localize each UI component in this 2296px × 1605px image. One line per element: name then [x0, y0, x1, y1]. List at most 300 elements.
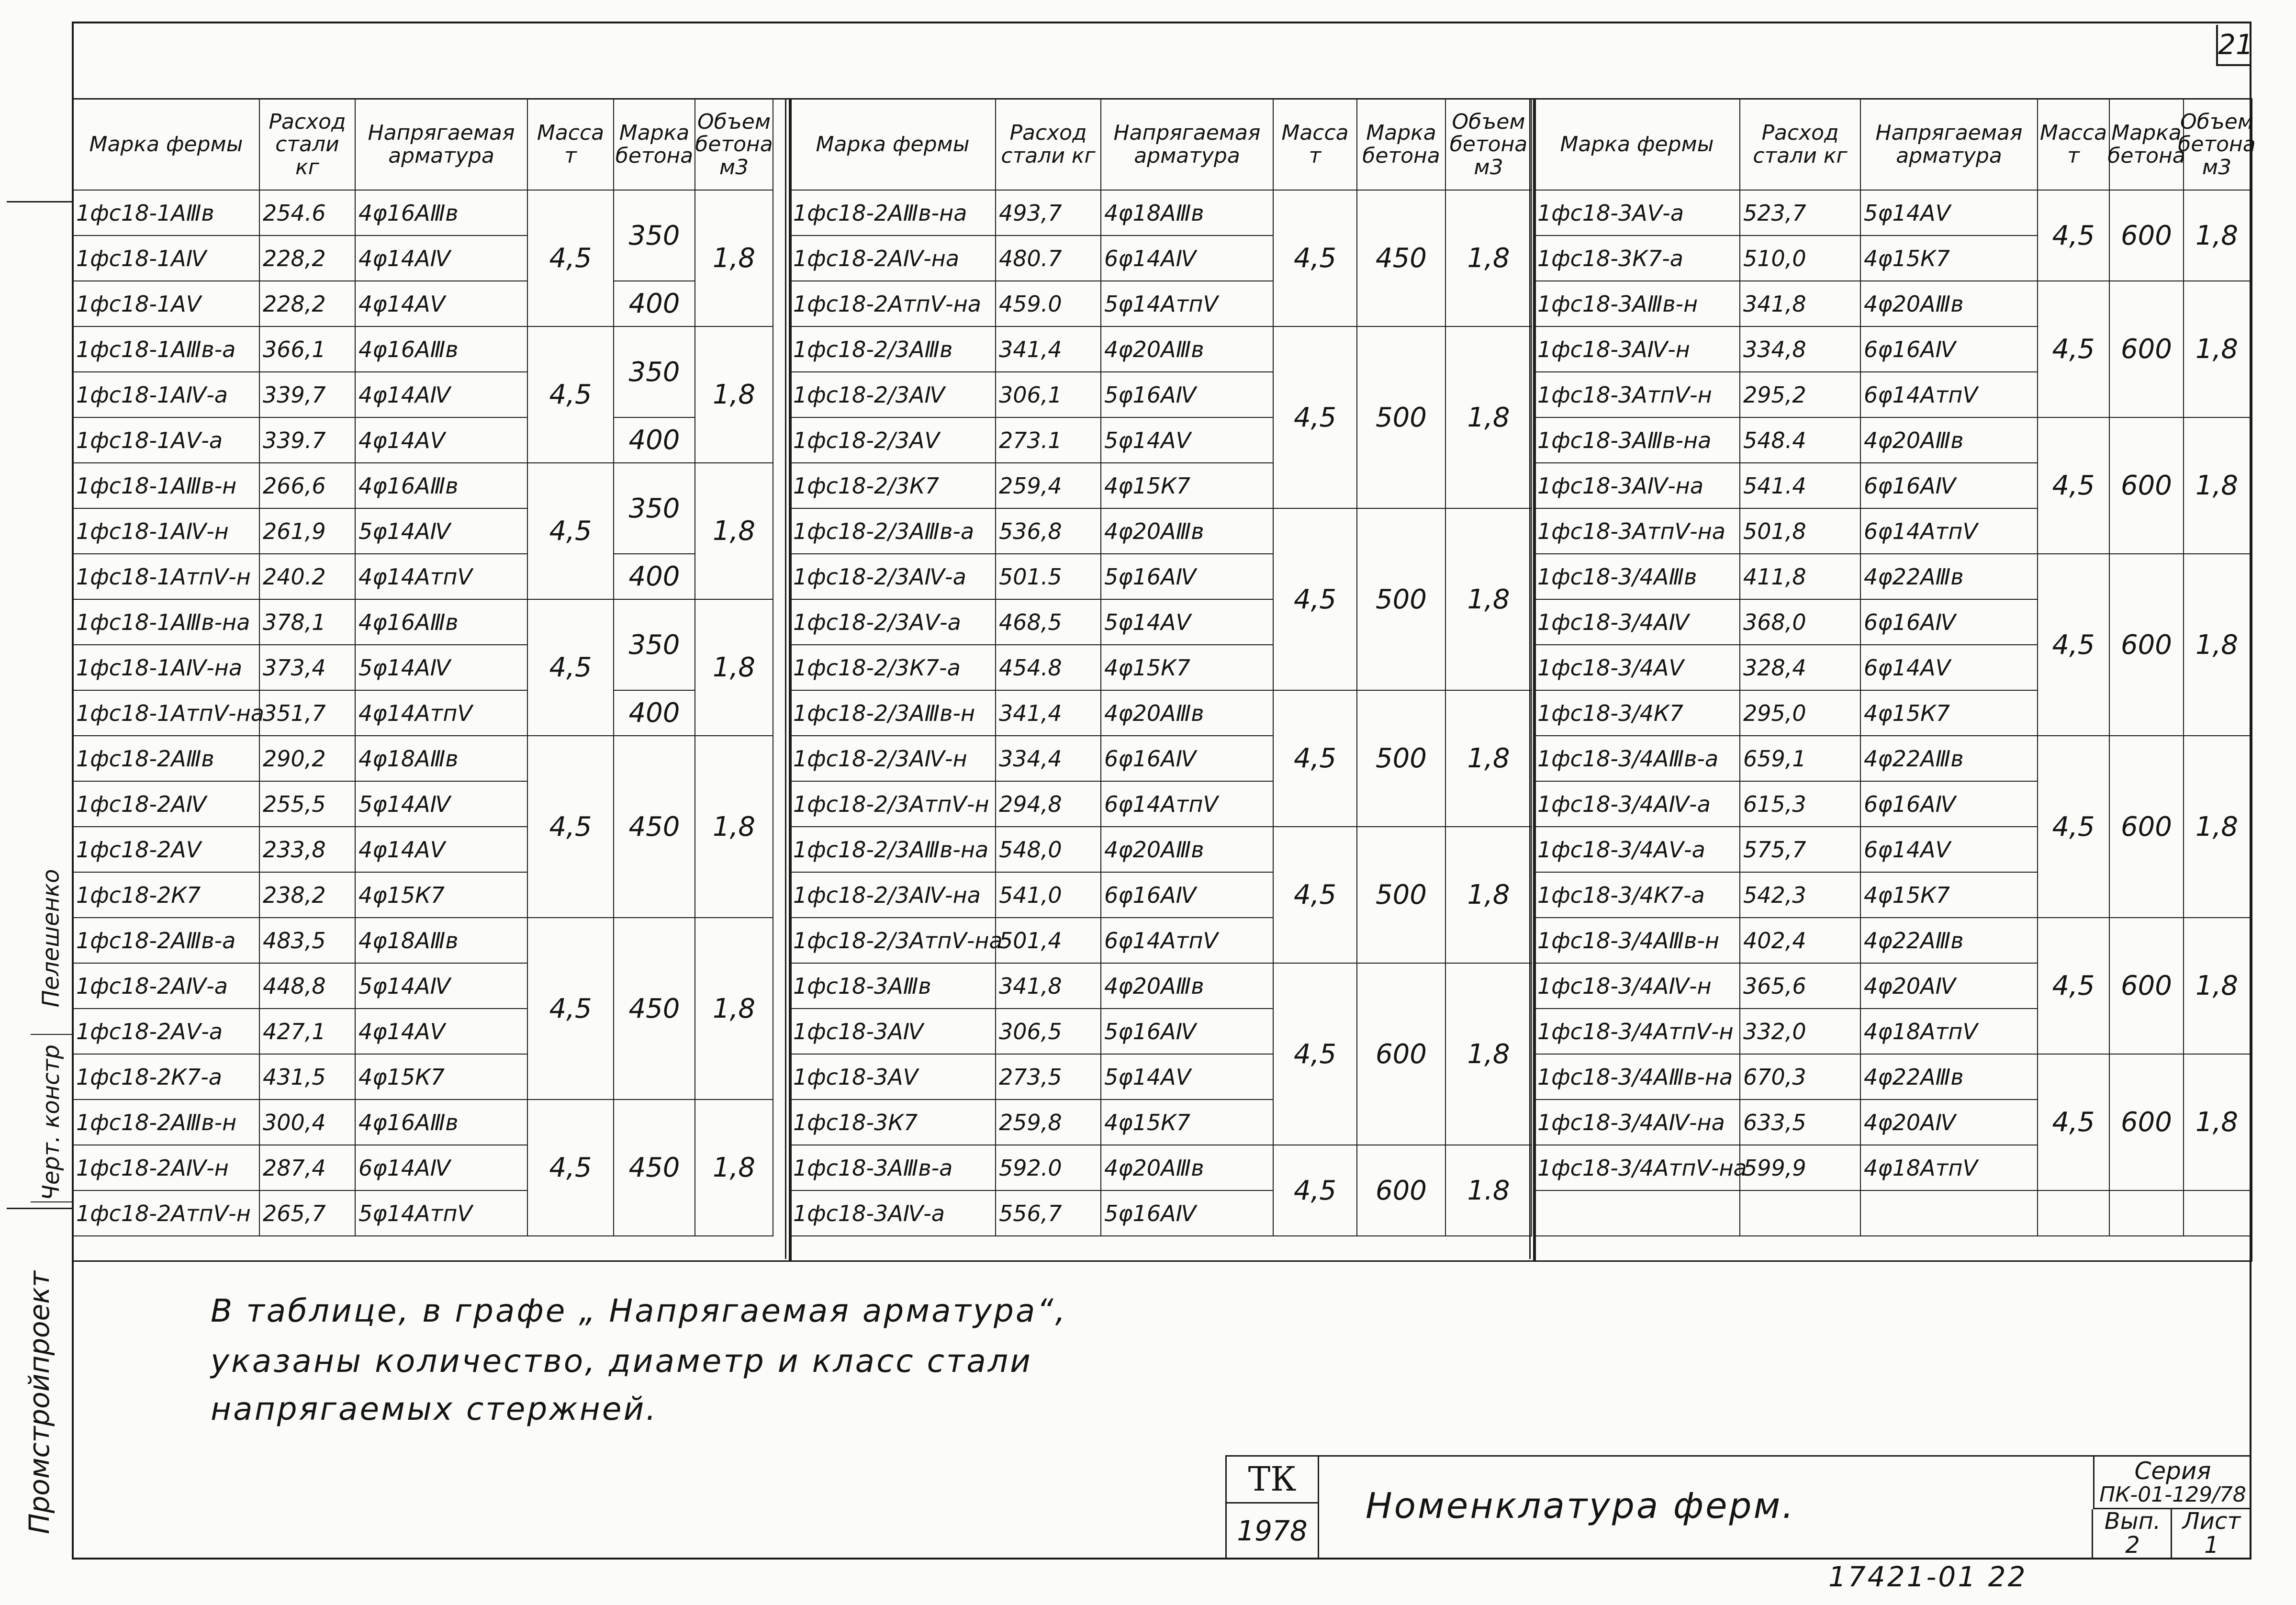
prestressed-rebar: 5φ14АтпⅤ [1101, 281, 1274, 327]
steel-consumption: 368,0 [1740, 600, 1861, 645]
truss-mark: 1фс18-3/4АⅤ-а [1534, 827, 1740, 873]
concrete-grade: 350 [614, 191, 695, 281]
note-line-2: указаны количество, диаметр и класс стали [211, 1343, 1032, 1380]
truss-mark: 1фс18-3АⅣ-а [790, 1191, 996, 1236]
truss-mark: 1фс18-1АтпⅤ-н [73, 554, 260, 600]
prestressed-rebar: 4φ18АⅢв [356, 918, 528, 964]
truss-mark: 1фс18-3АⅢв [790, 964, 996, 1009]
steel-consumption: 523,7 [1740, 191, 1861, 236]
volume-value: 1,8 [2184, 418, 2251, 554]
truss-mark: 1фс18-1АⅢв [73, 191, 260, 236]
concrete-grade: 600 [2110, 918, 2184, 1055]
prestressed-rebar: 5φ14АⅣ [356, 509, 528, 554]
steel-consumption: 592.0 [996, 1145, 1101, 1191]
archive-code: 17421-01 22 [1828, 1560, 2027, 1593]
steel-consumption: 300,4 [260, 1100, 356, 1145]
issue-value: 2 [2125, 1532, 2140, 1559]
steel-consumption: 510,0 [1740, 236, 1861, 281]
mass-value: 4,5 [528, 191, 614, 327]
steel-consumption: 259,8 [996, 1100, 1101, 1145]
steel-consumption: 259,4 [996, 463, 1101, 509]
prestressed-rebar: 4φ14АтпⅤ [356, 554, 528, 600]
mass-value: 4,5 [2038, 191, 2110, 281]
truss-mark: 1фс18-2/3АⅢв-на [790, 827, 996, 873]
truss-mark: 1фс18-2/3АⅣ-на [790, 873, 996, 918]
note-line-1: В таблице, в графе „ Напрягаемая арматура“, [211, 1292, 1067, 1329]
steel-consumption: 287,4 [260, 1145, 356, 1191]
prestressed-rebar: 4φ15К7 [1861, 691, 2038, 736]
truss-mark: 1фс18-3/4К7-а [1534, 873, 1740, 918]
volume-value: 1,8 [695, 191, 773, 327]
steel-consumption: 575,7 [1740, 827, 1861, 873]
prestressed-rebar: 4φ15К7 [356, 1055, 528, 1100]
steel-consumption [1740, 1191, 1861, 1236]
truss-mark [1534, 1191, 1740, 1236]
prestressed-rebar: 4φ14АтпⅤ [356, 691, 528, 736]
prestressed-rebar: 4φ18АтпⅤ [1861, 1145, 2038, 1191]
truss-mark: 1фс18-2АⅤ [73, 827, 260, 873]
concrete-grade: 350 [614, 327, 695, 418]
concrete-grade [2110, 1191, 2184, 1236]
volume-value: 1.8 [1446, 1145, 1532, 1236]
steel-consumption: 255,5 [260, 782, 356, 827]
prestressed-rebar: 4φ20АⅢв [1861, 418, 2038, 463]
truss-table-part-1 [72, 98, 792, 1262]
truss-mark: 1фс18-2/3К7 [790, 463, 996, 509]
truss-mark: 1фс18-3АⅣ-н [1534, 327, 1740, 372]
truss-mark: 1фс18-1АⅣ-на [73, 645, 260, 691]
steel-consumption: 306,5 [996, 1009, 1101, 1055]
prestressed-rebar: 4φ20АⅢв [1101, 327, 1274, 372]
col-header-rebar: Напрягаемая арматура [356, 100, 528, 191]
steel-consumption: 334,8 [1740, 327, 1861, 372]
col-header-rebar: Напрягаемая арматура [1101, 100, 1274, 191]
prestressed-rebar: 6φ16АⅣ [1101, 873, 1274, 918]
col-header-mass: Масса т [2038, 100, 2110, 191]
approval-name-cell [31, 842, 72, 1035]
steel-consumption: 468,5 [996, 600, 1101, 645]
truss-mark: 1фс18-2/3АⅤ [790, 418, 996, 463]
truss-mark: 1фс18-2АтпⅤ-на [790, 281, 996, 327]
truss-mark: 1фс18-2АⅢв-на [790, 191, 996, 236]
prestressed-rebar: 4φ18АтпⅤ [1861, 1009, 2038, 1055]
prestressed-rebar: 4φ14АⅣ [356, 236, 528, 281]
truss-mark: 1фс18-2/3АⅤ-а [790, 600, 996, 645]
approval-name: Пелешенко [38, 869, 65, 1008]
truss-mark: 1фс18-2АтпⅤ-н [73, 1191, 260, 1236]
steel-consumption: 290,2 [260, 736, 356, 782]
prestressed-rebar: 4φ15К7 [1861, 873, 2038, 918]
series-box [2093, 1457, 2251, 1509]
prestressed-rebar: 4φ20АⅢв [1101, 691, 1274, 736]
steel-consumption: 341,4 [996, 691, 1101, 736]
steel-consumption: 294,8 [996, 782, 1101, 827]
series-value: ПК-01-129/78 [2099, 1482, 2246, 1507]
concrete-grade: 600 [2110, 554, 2184, 736]
volume-value: 1,8 [695, 918, 773, 1100]
truss-mark: 1фс18-3/4АⅢв [1534, 554, 1740, 600]
steel-consumption: 615,3 [1740, 782, 1861, 827]
steel-consumption: 548.4 [1740, 418, 1861, 463]
mass-value [2038, 1191, 2110, 1236]
issue-label: Вып. [2104, 1508, 2161, 1535]
prestressed-rebar: 5φ14АⅤ [1861, 191, 2038, 236]
mass-value: 4,5 [528, 600, 614, 736]
concrete-grade: 500 [1357, 691, 1446, 827]
truss-mark: 1фс18-2АⅣ-на [790, 236, 996, 281]
truss-mark: 1фс18-3/4АⅣ-н [1534, 964, 1740, 1009]
truss-mark: 1фс18-3/4АⅤ [1534, 645, 1740, 691]
mass-value: 4,5 [528, 463, 614, 600]
truss-mark: 1фс18-1АⅣ-н [73, 509, 260, 554]
prestressed-rebar: 4φ22АⅢв [1861, 1055, 2038, 1100]
truss-mark: 1фс18-2АⅣ-н [73, 1145, 260, 1191]
prestressed-rebar: 5φ16АⅣ [1101, 1009, 1274, 1055]
truss-mark: 1фс18-2АⅢв [73, 736, 260, 782]
prestressed-rebar: 4φ16АⅢв [356, 1100, 528, 1145]
col-header-concrete: Марка бетона [614, 100, 695, 191]
col-header-volume: Объем бетона м3 [1446, 100, 1532, 191]
steel-consumption: 228,2 [260, 236, 356, 281]
truss-mark: 1фс18-2АⅤ-а [73, 1009, 260, 1055]
mass-value: 4,5 [2038, 554, 2110, 736]
truss-mark: 1фс18-3АⅤ-а [1534, 191, 1740, 236]
steel-consumption: 238,2 [260, 873, 356, 918]
sheet-label: Лист [2182, 1508, 2241, 1535]
prestressed-rebar: 4φ15К7 [356, 873, 528, 918]
volume-value: 1,8 [1446, 691, 1532, 827]
steel-consumption: 670,3 [1740, 1055, 1861, 1100]
concrete-grade: 400 [614, 418, 695, 463]
truss-mark: 1фс18-3/4АⅢв-на [1534, 1055, 1740, 1100]
concrete-grade: 600 [2110, 281, 2184, 418]
truss-mark: 1фс18-3/4К7 [1534, 691, 1740, 736]
prestressed-rebar: 5φ14АⅤ [1101, 418, 1274, 463]
volume-value: 1,8 [695, 327, 773, 463]
prestressed-rebar: 4φ16АⅢв [356, 463, 528, 509]
concrete-grade: 400 [614, 281, 695, 327]
steel-consumption: 351,7 [260, 691, 356, 736]
steel-consumption: 454.8 [996, 645, 1101, 691]
mass-value: 4,5 [1274, 191, 1357, 327]
truss-mark: 1фс18-2АⅣ-а [73, 964, 260, 1009]
mass-value: 4,5 [528, 918, 614, 1100]
concrete-grade: 450 [1357, 191, 1446, 327]
volume-value: 1,8 [695, 736, 773, 918]
steel-consumption: 633,5 [1740, 1100, 1861, 1145]
truss-mark: 1фс18-2К7 [73, 873, 260, 918]
truss-mark: 1фс18-2/3АⅣ-н [790, 736, 996, 782]
prestressed-rebar: 6φ16АⅣ [1101, 736, 1274, 782]
steel-consumption: 541.4 [1740, 463, 1861, 509]
volume-value: 1,8 [2184, 736, 2251, 918]
page-number: 21 [2216, 25, 2251, 66]
prestressed-rebar: 6φ16АⅣ [1861, 327, 2038, 372]
steel-consumption: 228,2 [260, 281, 356, 327]
truss-table-part-2 [789, 98, 1536, 1262]
truss-mark: 1фс18-3/4АⅢв-а [1534, 736, 1740, 782]
prestressed-rebar: 4φ18АⅢв [356, 736, 528, 782]
prestressed-rebar: 4φ14АⅣ [356, 372, 528, 418]
prestressed-rebar: 4φ15К7 [1101, 1100, 1274, 1145]
steel-consumption: 378,1 [260, 600, 356, 645]
org-cell [7, 1254, 72, 1551]
prestressed-rebar: 4φ14АⅤ [356, 281, 528, 327]
concrete-grade: 600 [2110, 418, 2184, 554]
truss-mark: 1фс18-3/4АтпⅤ-на [1534, 1145, 1740, 1191]
stamp-year: 1978 [1227, 1502, 1319, 1560]
prestressed-rebar: 6φ14АтпⅤ [1861, 509, 2038, 554]
prestressed-rebar: 5φ14АⅣ [356, 964, 528, 1009]
prestressed-rebar: 6φ16АⅣ [1861, 463, 2038, 509]
prestressed-rebar: 4φ14АⅤ [356, 827, 528, 873]
truss-mark: 1фс18-3АⅣ [790, 1009, 996, 1055]
prestressed-rebar: 4φ16АⅢв [356, 327, 528, 372]
concrete-grade: 600 [1357, 964, 1446, 1145]
col-header-rebar: Напрягаемая арматура [1861, 100, 2038, 191]
steel-consumption: 273.1 [996, 418, 1101, 463]
col-header-volume: Объем бетона м3 [2184, 100, 2251, 191]
steel-consumption: 366,1 [260, 327, 356, 372]
concrete-grade: 400 [614, 691, 695, 736]
steel-consumption: 254.6 [260, 191, 356, 236]
prestressed-rebar: 5φ14АⅤ [1101, 1055, 1274, 1100]
mass-value: 4,5 [1274, 964, 1357, 1145]
prestressed-rebar: 6φ14АⅤ [1861, 827, 2038, 873]
table-double-separator [1529, 98, 1531, 1259]
stamp-tk: ТК [1227, 1457, 1319, 1504]
truss-mark: 1фс18-3/4АⅣ-на [1534, 1100, 1740, 1145]
steel-consumption: 480.7 [996, 236, 1101, 281]
prestressed-rebar: 5φ14АⅣ [356, 645, 528, 691]
mass-value: 4,5 [1274, 1145, 1357, 1236]
prestressed-rebar: 5φ14АⅤ [1101, 600, 1274, 645]
mass-value: 4,5 [1274, 691, 1357, 827]
prestressed-rebar: 4φ16АⅢв [356, 600, 528, 645]
volume-value [2184, 1191, 2251, 1236]
steel-consumption: 542,3 [1740, 873, 1861, 918]
prestressed-rebar: 6φ14АⅤ [1861, 645, 2038, 691]
prestressed-rebar: 4φ18АⅢв [1101, 191, 1274, 236]
prestressed-rebar: 4φ14АⅤ [356, 418, 528, 463]
approval-strip [7, 201, 72, 1556]
steel-consumption: 493,7 [996, 191, 1101, 236]
prestressed-rebar: 4φ20АⅢв [1101, 827, 1274, 873]
org-name: Промстройпроект [23, 1270, 56, 1535]
truss-mark: 1фс18-2/3К7-а [790, 645, 996, 691]
truss-mark: 1фс18-3АтпⅤ-на [1534, 509, 1740, 554]
steel-consumption: 536,8 [996, 509, 1101, 554]
truss-mark: 1фс18-2АⅢв-н [73, 1100, 260, 1145]
truss-mark: 1фс18-3АтпⅤ-н [1534, 372, 1740, 418]
col-header-mark: Марка фермы [73, 100, 260, 191]
steel-consumption: 295,2 [1740, 372, 1861, 418]
steel-consumption: 501,4 [996, 918, 1101, 964]
col-header-concrete: Марка бетона [1357, 100, 1446, 191]
truss-mark: 1фс18-3/4АтпⅤ-н [1534, 1009, 1740, 1055]
steel-consumption: 339.7 [260, 418, 356, 463]
steel-consumption: 273,5 [996, 1055, 1101, 1100]
truss-mark: 1фс18-2/3АⅢв-а [790, 509, 996, 554]
steel-consumption: 556,7 [996, 1191, 1101, 1236]
steel-consumption: 341,8 [996, 964, 1101, 1009]
mass-value: 4,5 [2038, 736, 2110, 918]
col-header-mass: Масса т [1274, 100, 1357, 191]
truss-mark: 1фс18-3/4АⅣ [1534, 600, 1740, 645]
steel-consumption: 431,5 [260, 1055, 356, 1100]
prestressed-rebar: 4φ20АⅢв [1101, 964, 1274, 1009]
volume-value: 1,8 [695, 600, 773, 736]
truss-mark: 1фс18-1АтпⅤ-на [73, 691, 260, 736]
steel-consumption: 261,9 [260, 509, 356, 554]
steel-consumption: 240.2 [260, 554, 356, 600]
volume-value: 1,8 [2184, 281, 2251, 418]
prestressed-rebar: 4φ20АⅢв [1101, 509, 1274, 554]
series-label: Серия [2134, 1457, 2211, 1485]
concrete-grade: 350 [614, 600, 695, 691]
steel-consumption: 341,4 [996, 327, 1101, 372]
prestressed-rebar: 4φ15К7 [1101, 645, 1274, 691]
steel-consumption: 541,0 [996, 873, 1101, 918]
mass-value: 4,5 [528, 736, 614, 918]
steel-consumption: 265,7 [260, 1191, 356, 1236]
drawing-title: Номенклатура ферм. [1366, 1485, 1795, 1526]
truss-mark: 1фс18-1АⅣ-а [73, 372, 260, 418]
truss-mark: 1фс18-1АⅢв-а [73, 327, 260, 372]
prestressed-rebar: 6φ14АⅣ [356, 1145, 528, 1191]
table-double-separator [785, 98, 786, 1259]
steel-consumption: 373,4 [260, 645, 356, 691]
truss-mark: 1фс18-1АⅢв-н [73, 463, 260, 509]
issue-box [2092, 1509, 2172, 1560]
prestressed-rebar: 6φ14АтпⅤ [1101, 782, 1274, 827]
col-header-steel: Расход стали кг [260, 100, 356, 191]
steel-consumption: 233,8 [260, 827, 356, 873]
truss-mark: 1фс18-3АⅢв-на [1534, 418, 1740, 463]
prestressed-rebar: 4φ22АⅢв [1861, 554, 2038, 600]
col-header-mark: Марка фермы [1534, 100, 1740, 191]
prestressed-rebar: 6φ14АтпⅤ [1101, 918, 1274, 964]
volume-value: 1,8 [2184, 1055, 2251, 1191]
steel-consumption: 448,8 [260, 964, 356, 1009]
concrete-grade: 500 [1357, 509, 1446, 691]
volume-value: 1,8 [2184, 554, 2251, 736]
steel-consumption: 332,0 [1740, 1009, 1861, 1055]
steel-consumption: 411,8 [1740, 554, 1861, 600]
truss-mark: 1фс18-3К7-а [1534, 236, 1740, 281]
steel-consumption: 427,1 [260, 1009, 356, 1055]
concrete-grade: 600 [2110, 736, 2184, 918]
concrete-grade: 450 [614, 918, 695, 1100]
truss-mark: 1фс18-3АⅢв-н [1534, 281, 1740, 327]
concrete-grade: 450 [614, 736, 695, 918]
steel-consumption: 459.0 [996, 281, 1101, 327]
steel-consumption: 266,6 [260, 463, 356, 509]
volume-value: 1,8 [695, 463, 773, 600]
volume-value: 1,8 [1446, 509, 1532, 691]
volume-value: 1,8 [2184, 191, 2251, 281]
concrete-grade: 600 [1357, 1145, 1446, 1236]
concrete-grade: 600 [2110, 191, 2184, 281]
steel-consumption: 339,7 [260, 372, 356, 418]
concrete-grade: 500 [1357, 827, 1446, 964]
truss-mark: 1фс18-2/3АⅣ-а [790, 554, 996, 600]
truss-mark: 1фс18-2/3АⅢв [790, 327, 996, 372]
truss-mark: 1фс18-1АⅢв-на [73, 600, 260, 645]
truss-mark: 1фс18-1АⅤ [73, 281, 260, 327]
mass-value: 4,5 [2038, 918, 2110, 1055]
steel-consumption: 306,1 [996, 372, 1101, 418]
steel-consumption: 501,8 [1740, 509, 1861, 554]
truss-mark: 1фс18-3АⅤ [790, 1055, 996, 1100]
prestressed-rebar: 4φ20АⅢв [1101, 1145, 1274, 1191]
steel-consumption: 295,0 [1740, 691, 1861, 736]
note-line-3: напрягаемых стержней. [211, 1391, 658, 1427]
mass-value: 4,5 [1274, 827, 1357, 964]
steel-consumption: 501.5 [996, 554, 1101, 600]
prestressed-rebar: 4φ20АⅣ [1861, 964, 2038, 1009]
steel-consumption: 483,5 [260, 918, 356, 964]
prestressed-rebar: 5φ14АтпⅤ [356, 1191, 528, 1236]
truss-mark: 1фс18-1АⅤ-а [73, 418, 260, 463]
truss-mark: 1фс18-2/3АтпⅤ-на [790, 918, 996, 964]
volume-value: 1,8 [1446, 964, 1532, 1145]
prestressed-rebar: 4φ14АⅤ [356, 1009, 528, 1055]
truss-mark: 1фс18-3АⅢв-а [790, 1145, 996, 1191]
volume-value: 1,8 [695, 1100, 773, 1236]
concrete-grade: 350 [614, 463, 695, 554]
mass-value: 4,5 [2038, 418, 2110, 554]
truss-mark: 1фс18-1АⅣ [73, 236, 260, 281]
truss-mark: 1фс18-2К7-а [73, 1055, 260, 1100]
approval-role: Черт. констр [38, 1044, 65, 1201]
volume-value: 1,8 [2184, 918, 2251, 1055]
volume-value: 1,8 [1446, 327, 1532, 509]
prestressed-rebar: 4φ22АⅢв [1861, 736, 2038, 782]
prestressed-rebar: 6φ14АⅣ [1101, 236, 1274, 281]
truss-mark: 1фс18-3/4АⅣ-а [1534, 782, 1740, 827]
col-header-steel: Расход стали кг [996, 100, 1101, 191]
concrete-grade: 600 [2110, 1055, 2184, 1191]
prestressed-rebar: 4φ20АⅣ [1861, 1100, 2038, 1145]
prestressed-rebar: 5φ16АⅣ [1101, 372, 1274, 418]
concrete-grade: 500 [1357, 327, 1446, 509]
prestressed-rebar: 5φ16АⅣ [1101, 554, 1274, 600]
mass-value: 4,5 [528, 327, 614, 463]
truss-table-part-3 [1533, 98, 2256, 1262]
col-header-volume: Объем бетона м3 [695, 100, 773, 191]
truss-mark: 1фс18-2АⅢв-а [73, 918, 260, 964]
mass-value: 4,5 [528, 1100, 614, 1236]
approval-role-cell [31, 1044, 72, 1202]
truss-mark: 1фс18-3/4АⅢв-н [1534, 918, 1740, 964]
concrete-grade: 400 [614, 554, 695, 600]
prestressed-rebar: 6φ16АⅣ [1861, 782, 2038, 827]
steel-consumption: 334,4 [996, 736, 1101, 782]
truss-mark: 1фс18-3К7 [790, 1100, 996, 1145]
volume-value: 1,8 [1446, 191, 1532, 327]
truss-mark: 1фс18-3АⅣ-на [1534, 463, 1740, 509]
mass-value: 4,5 [2038, 281, 2110, 418]
steel-consumption: 548,0 [996, 827, 1101, 873]
prestressed-rebar: 4φ16АⅢв [356, 191, 528, 236]
volume-value: 1,8 [1446, 827, 1532, 964]
steel-consumption: 402,4 [1740, 918, 1861, 964]
mass-value: 4,5 [2038, 1055, 2110, 1191]
col-header-concrete: Марка бетона [2110, 100, 2184, 191]
truss-mark: 1фс18-2/3АⅣ [790, 372, 996, 418]
sheet-value: 1 [2204, 1532, 2219, 1559]
